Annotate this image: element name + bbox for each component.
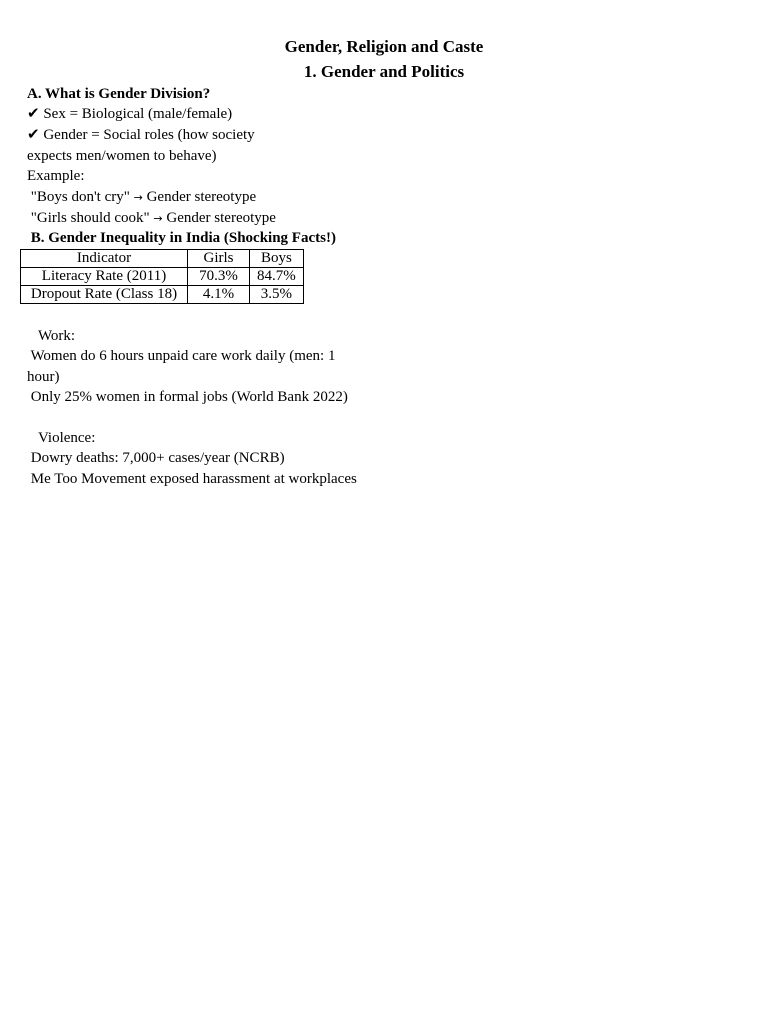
- example-quote: "Girls should cook": [27, 210, 154, 226]
- sex-definition: [27, 104, 232, 124]
- checkmark-icon: ✔: [27, 106, 40, 122]
- document-title: Gender, Religion and Caste: [284, 37, 484, 56]
- table-cell: Dropout Rate (Class 18): [21, 286, 188, 304]
- example-item-1: [27, 187, 256, 208]
- example-result: Gender stereotype: [162, 210, 276, 226]
- work-line-1: Women do 6 hours unpaid care work daily (men: 1: [27, 348, 336, 364]
- checkmark-icon: ✔: [27, 127, 40, 143]
- table-cell: 70.3%: [188, 268, 250, 286]
- violence-label: Violence:: [27, 430, 96, 446]
- section-b-heading: B. Gender Inequality in India (Shocking Facts!): [27, 230, 336, 246]
- gender-definition-continued: expects men/women to behave): [27, 148, 217, 164]
- table-cell: 4.1%: [188, 286, 250, 304]
- section-a-heading: A. What is Gender Division?: [27, 86, 211, 102]
- table-cell: Literacy Rate (2011): [21, 268, 188, 286]
- example-label: Example:: [27, 168, 85, 184]
- table-cell: 84.7%: [250, 268, 304, 286]
- chapter-title: 1. Gender and Politics: [303, 62, 465, 81]
- table-row: [21, 268, 304, 286]
- gender-inequality-table: [20, 249, 304, 304]
- table-header-cell: Indicator: [21, 250, 188, 268]
- table-header-cell: Girls: [188, 250, 250, 268]
- example-result: Gender stereotype: [142, 189, 257, 205]
- sex-definition-text: Sex = Biological (male/female): [39, 106, 233, 122]
- gender-definition: [27, 125, 255, 145]
- arrow-right-icon: →: [133, 191, 143, 204]
- gender-definition-text: Gender = Social roles (how society: [39, 127, 255, 143]
- table-header-cell: Boys: [250, 250, 304, 268]
- table-row: [21, 286, 304, 304]
- table-header-row: [21, 250, 304, 268]
- violence-line-1: Dowry deaths: 7,000+ cases/year (NCRB): [27, 450, 285, 466]
- violence-line-2: Me Too Movement exposed harassment at workplaces: [27, 471, 357, 487]
- work-label: Work:: [27, 328, 76, 344]
- work-line-1-continued: hour): [27, 369, 60, 385]
- table-cell: 3.5%: [250, 286, 304, 304]
- example-item-2: [27, 208, 276, 229]
- example-quote: "Boys don't cry": [27, 189, 134, 205]
- work-line-2: Only 25% women in formal jobs (World Bank 2022): [27, 389, 348, 405]
- arrow-right-icon: →: [153, 212, 163, 225]
